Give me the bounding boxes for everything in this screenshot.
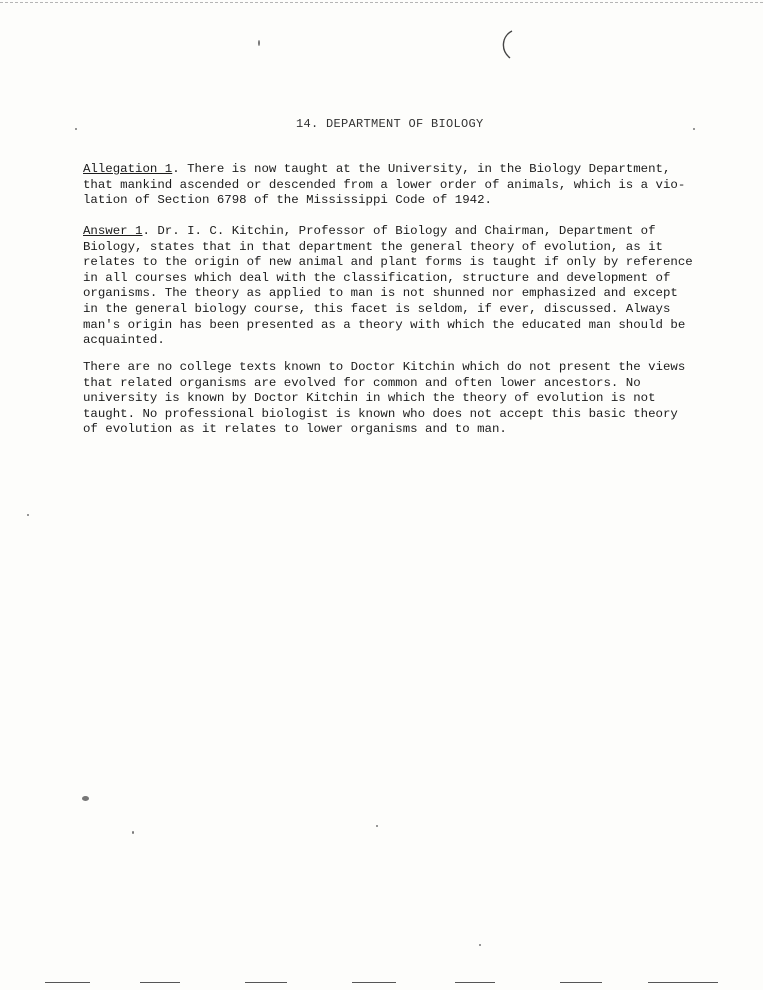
conclusion-paragraph: [83, 360, 703, 438]
allegation-line: Allegation 1. There is now taught at the University, in the Biology Department,: [83, 162, 671, 176]
answer-line: in the general biology course, this facet is seldom, if ever, discussed. Always: [83, 301, 671, 316]
answer-line: man's origin has been presented as a theory with which the educated man should be: [83, 317, 686, 332]
section-heading: 14. DEPARTMENT OF BIOLOGY: [296, 117, 484, 131]
scan-speck: [132, 831, 134, 834]
scan-speck: [479, 944, 481, 946]
allegation-paragraph: [83, 162, 703, 209]
conclusion-line: that related organisms are evolved for common and often lower ancestors. No: [83, 375, 641, 390]
conclusion-line: university is known by Doctor Kitchin in which the theory of evolution is not: [83, 391, 656, 406]
page-top-edge: [0, 2, 763, 3]
conclusion-line: taught. No professional biologist is known who does not accept this basic theory: [83, 406, 678, 421]
bottom-edge-mark: [245, 982, 287, 983]
scan-speck: [75, 128, 77, 130]
answer-line: in all courses which deal with the classification, structure and development of: [83, 270, 671, 285]
allegation-label: Allegation 1: [83, 162, 173, 176]
allegation-line: lation of Section 6798 of the Mississippi Code of 1942.: [83, 193, 492, 208]
answer-line: Biology, states that in that department the general theory of evolution, as it: [83, 239, 663, 254]
answer-line: Answer 1. Dr. I. C. Kitchin, Professor of Biology and Chairman, Department of: [83, 224, 656, 238]
conclusion-line: of evolution as it relates to lower organisms and to man.: [83, 422, 507, 437]
scan-speck: [693, 128, 695, 130]
conclusion-line: There are no college texts known to Doctor Kitchin which do not present the views: [83, 360, 686, 374]
bottom-edge-mark: [140, 982, 180, 983]
answer-line: organisms. The theory as applied to man is not shunned nor emphasized and except: [83, 286, 678, 301]
scan-speck: [27, 514, 29, 516]
allegation-line: that mankind ascended or descended from a lower order of animals, which is a vio-: [83, 177, 686, 192]
scan-speck: [82, 796, 89, 801]
answer-line: acquainted.: [83, 333, 165, 348]
scan-speck: [258, 40, 260, 46]
bottom-edge-mark: [352, 982, 396, 983]
answer-label: Answer 1: [83, 224, 143, 238]
bottom-edge-mark: [45, 982, 90, 983]
bottom-edge-mark: [560, 982, 602, 983]
bottom-edge-mark: [455, 982, 495, 983]
scan-speck: [376, 825, 378, 827]
answer-line: relates to the origin of new animal and plant forms is taught if only by reference: [83, 255, 693, 270]
answer-paragraph: [83, 224, 703, 349]
punch-mark: [496, 28, 520, 62]
bottom-edge-mark: [648, 982, 718, 983]
